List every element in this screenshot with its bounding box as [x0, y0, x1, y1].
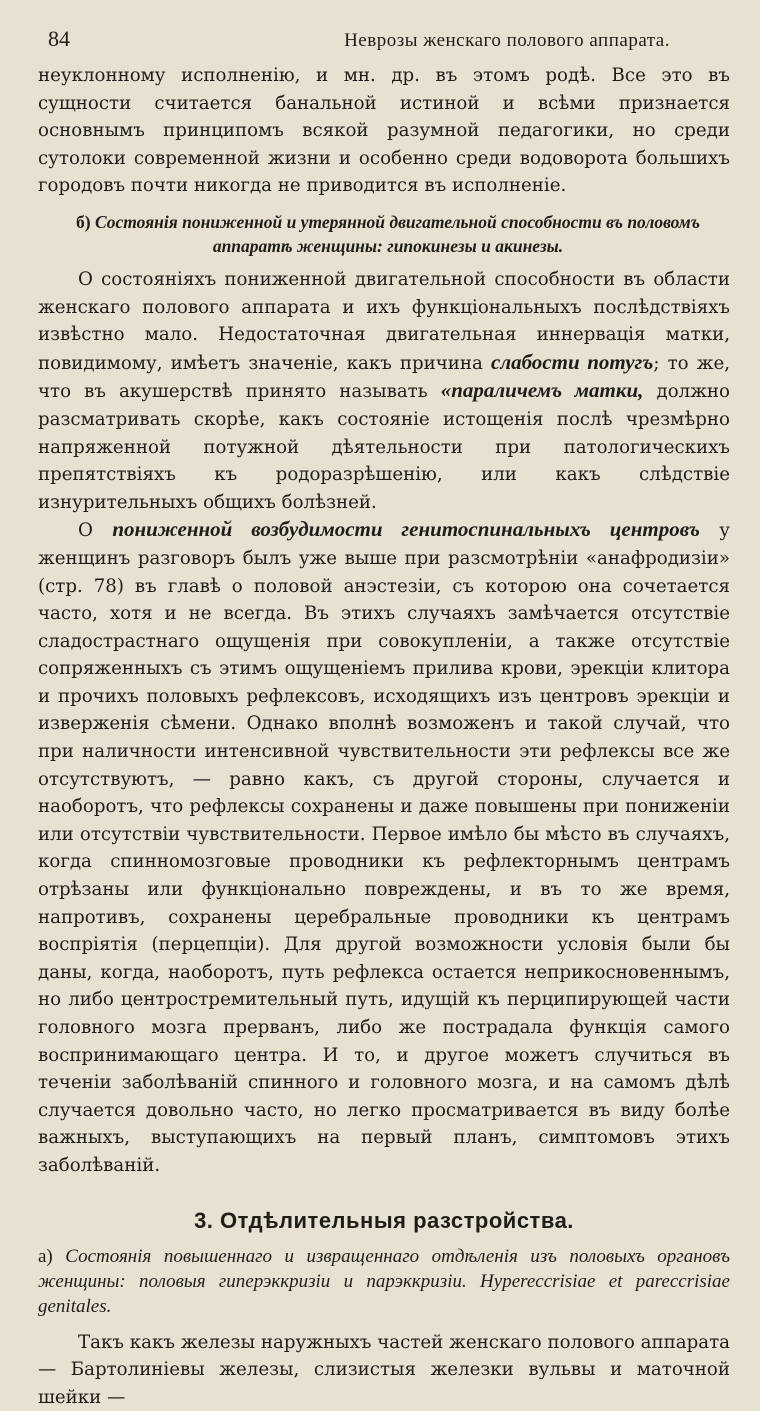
page-number: 84: [48, 26, 70, 51]
subsection-letter: б): [76, 211, 91, 232]
section-heading: 3. Отдѣлительныя разстройства.: [194, 1207, 574, 1233]
text-run: у женщинъ разговоръ былъ уже выше при разсмотрѣніи «анафродизіи» (стр. 78) въ главѣ о половой анэстезіи, съ которою она сочетается часто, хотя и не всегда. Въ этихъ случаяхъ замѣчается отсутствіе сладострастнаго ощущенія при совокупленіи, а также отсутствіе сопряженныхъ съ этимъ ощущеніемъ прилива крови, эрекціи клитора и прочихъ половыхъ рефлексовъ, исходящихъ изъ центровъ эрекціи и изверженія сѣмени. Однако вполнѣ возможенъ и такой случай, что при наличности интенсивной чувствительности эти рефлексы все же отсутствуютъ, — равно какъ, съ другой стороны, случается и наоборотъ, что рефлексы сохранены и даже повышены при пониженіи или отсутствіи чувствительности. Первое имѣло бы мѣсто въ случаяхъ, когда спинномозговые проводники къ рефлекторнымъ центрамъ отрѣзаны или функціонально повреждены, и въ то же время, напротивъ, сохранены церебральные проводники къ центрамъ воспріятія (перцепціи). Для другой возможности условія были бы даны, когда, наоборотъ, путь рефлекса остается неприкосновеннымъ, но либо центростремительный путь, идущій къ перципирующей части головного мозга прерванъ, либо же пострадала функція самого воспринимающаго центра. И то, и другое можетъ случиться въ теченіи заболѣваній спинного и головного мозга, и на самомъ дѣлѣ случается довольно часто, но легко просматривается въ виду болѣе важныхъ, выступающихъ на первый планъ, симптомовъ этихъ заболѣваній.: [38, 520, 730, 1176]
subsection-heading-b: [46, 210, 730, 258]
subsection-heading-a: [38, 1244, 730, 1319]
subsection-title: Состоянія пониженной и утерянной двигательной способности въ половомъ аппаратѣ женщины: гипокинезы и акинезы.: [94, 211, 700, 256]
subsection-letter: а): [38, 1245, 53, 1267]
text-run: О: [78, 520, 113, 542]
emphasis-uterine-paralysis: «параличемъ матки,: [440, 378, 644, 403]
paragraph-excitability: [38, 516, 730, 1179]
text-run: должно разсматривать скорѣе, какъ состояніе истощенія послѣ чрезмѣрно напряженной потужной дѣятельности при патологическихъ препятствіяхъ къ родоразрѣшенію, или какъ слѣдствіе изнурительныхъ общихъ болѣзней.: [38, 381, 730, 513]
text-run: О состояніяхъ пониженной двигательной способности въ области женскаго полового аппарата и ихъ функціональныхъ послѣдствіяхъ извѣстно мало. Недостаточная двигательная иннервація матки, повидимому, имѣетъ значеніе, какъ причина: [38, 268, 730, 374]
page-header: [38, 26, 730, 62]
running-title: Неврозы женскаго полового аппарата.: [344, 30, 670, 51]
text-run: ; то же, что въ акушерствѣ принято называть: [38, 352, 731, 403]
paragraph-hypokinesis: [38, 266, 730, 516]
paragraph-glands: Такъ какъ железы наружныхъ частей женскаго полового аппарата — Бартолиніевы железы, слизистыя железки вульвы и маточной шейки —: [38, 1331, 730, 1408]
emphasis-weak-contractions: слабости потугъ: [491, 349, 654, 374]
emphasis-reduced-excitability: пониженной возбудимости генитоспинальныхъ центровъ: [112, 517, 700, 542]
subsection-title: Состоянія повышеннаго и извращеннаго отдѣленія изъ половыхъ органовъ женщины: половыя гиперэккризіи и парэккризіи. Hypereccrisiae et pareccrisiae genitales.: [38, 1245, 731, 1317]
paragraph-continuation: неуклонному исполненію, и мн. др. въ этомъ родѣ. Все это въ сущности считается банальной истиной и всѣми признается основнымъ принципомъ всякой разумной педагогики, но среди сутолоки современной жизни и особенно среди водоворота большихъ городовъ почти никогда не приводится въ исполненіе.: [38, 65, 730, 197]
